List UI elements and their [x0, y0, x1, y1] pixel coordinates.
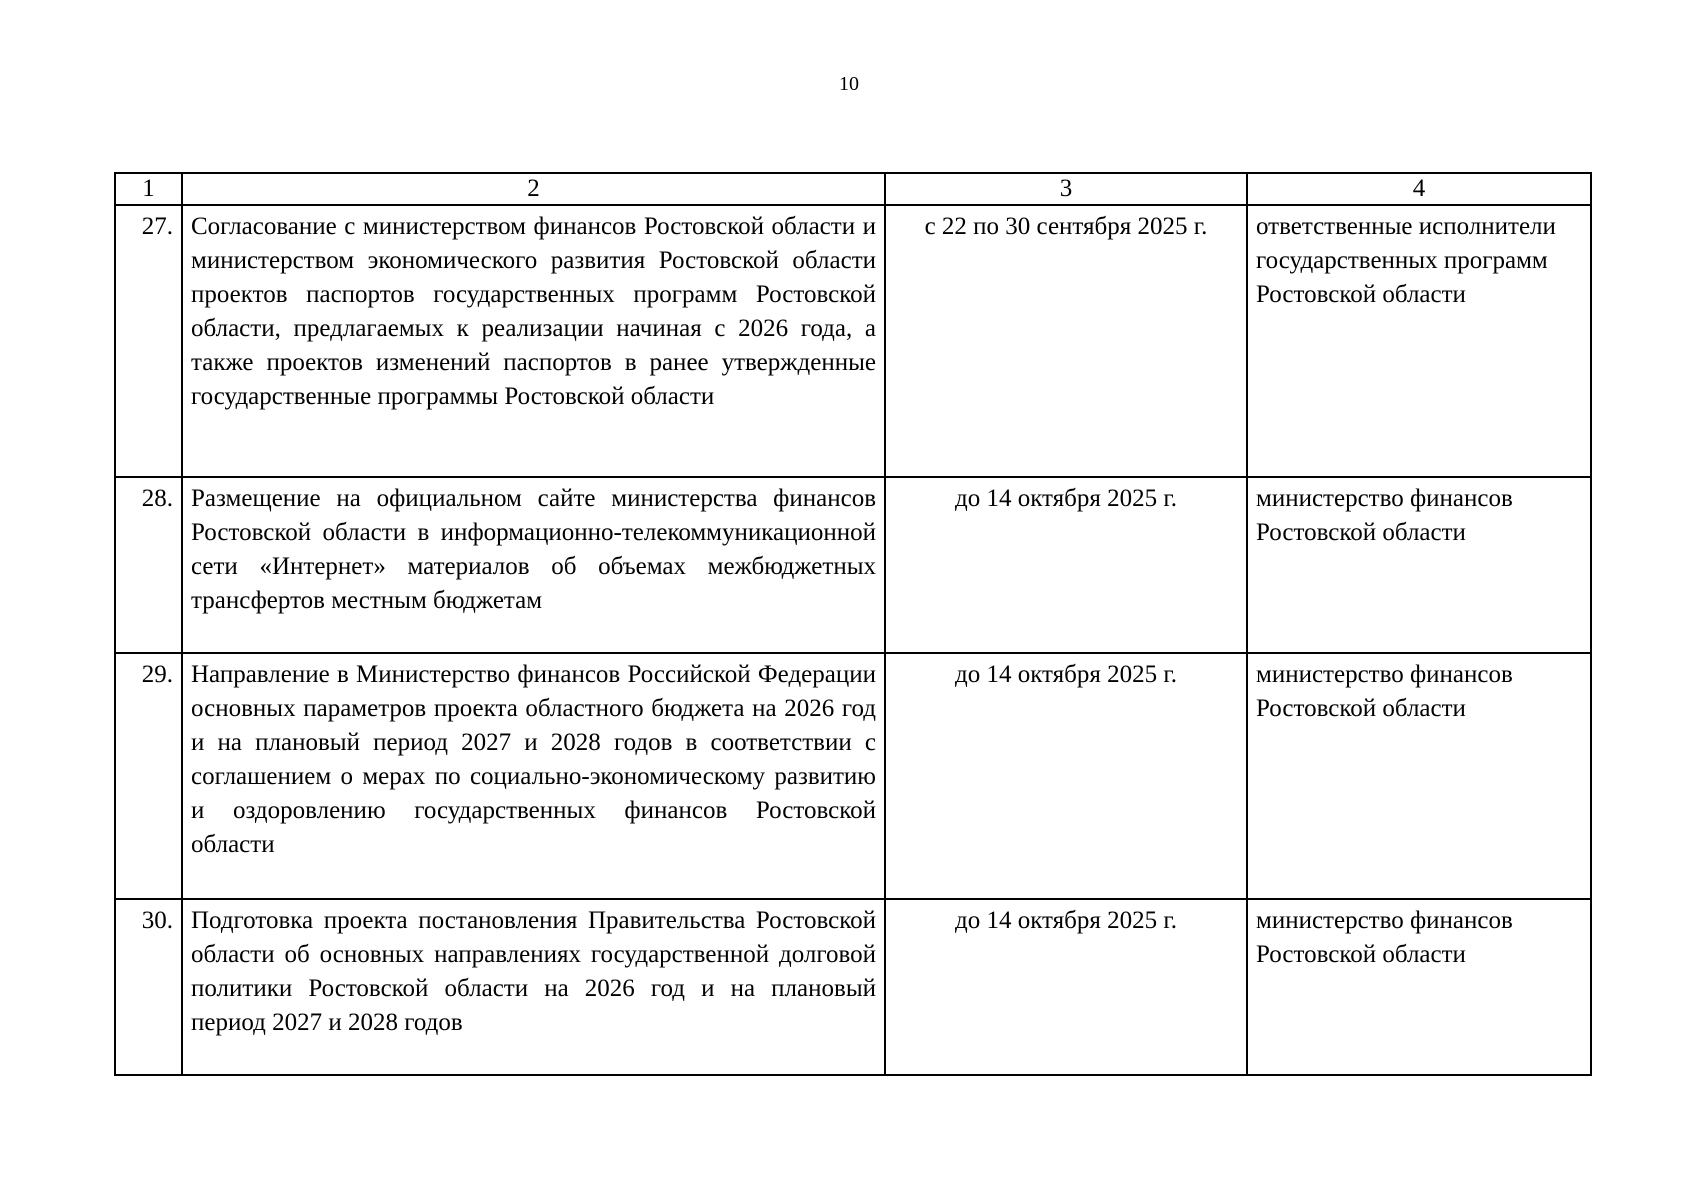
- row-deadline: до 14 октября 2025 г.: [885, 899, 1247, 1075]
- row-deadline: с 22 по 30 сентября 2025 г.: [885, 205, 1247, 477]
- row-number: 28.: [115, 477, 182, 653]
- table-row: [115, 653, 1591, 899]
- row-description: Размещение на официальном сайте министерства финансов Ростовской области в информационно-телекоммуникационной сети «Интернет» материалов об объемах межбюджетных трансфертов местным бюджетам: [182, 477, 885, 653]
- row-number: 29.: [115, 653, 182, 899]
- row-responsible: министерство финансов Ростовской области: [1247, 477, 1591, 653]
- row-responsible: министерство финансов Ростовской области: [1247, 653, 1591, 899]
- table-row: [115, 205, 1591, 477]
- header-col-2: 2: [182, 173, 885, 205]
- row-number: 27.: [115, 205, 182, 477]
- page-number: 10: [839, 73, 859, 95]
- table-body: [115, 205, 1591, 1075]
- row-deadline: до 14 октября 2025 г.: [885, 477, 1247, 653]
- header-col-4: 4: [1247, 173, 1591, 205]
- row-description: Согласование с министерством финансов Ростовской области и министерством экономического развития Ростовской области проектов паспортов государственных программ Ростовской области, предлагаемых к реализации начиная с 2026 года, а также проектов изменений паспортов в ранее утвержденные государственные программы Ростовской области: [182, 205, 885, 477]
- table-row: [115, 477, 1591, 653]
- row-responsible: министерство финансов Ростовской области: [1247, 899, 1591, 1075]
- row-deadline: до 14 октября 2025 г.: [885, 653, 1247, 899]
- row-number: 30.: [115, 899, 182, 1075]
- header-col-3: 3: [885, 173, 1247, 205]
- header-col-1: 1: [115, 173, 182, 205]
- header-row: [115, 173, 1591, 205]
- row-description: Подготовка проекта постановления Правительства Ростовской области об основных направлениях государственной долговой политики Ростовской области на 2026 год и на плановый период 2027 и 2028 годов: [182, 899, 885, 1075]
- row-description: Направление в Министерство финансов Российской Федерации основных параметров проекта областного бюджета на 2026 год и на плановый период 2027 и 2028 годов в соответствии с соглашением о мерах по социально-экономическому развитию и оздоровлению государственных финансов Ростовской области: [182, 653, 885, 899]
- plan-table: [114, 172, 1592, 1076]
- row-responsible: ответственные исполнители государственных программ Ростовской области: [1247, 205, 1591, 477]
- table-header: [115, 173, 1591, 205]
- table-row: [115, 899, 1591, 1075]
